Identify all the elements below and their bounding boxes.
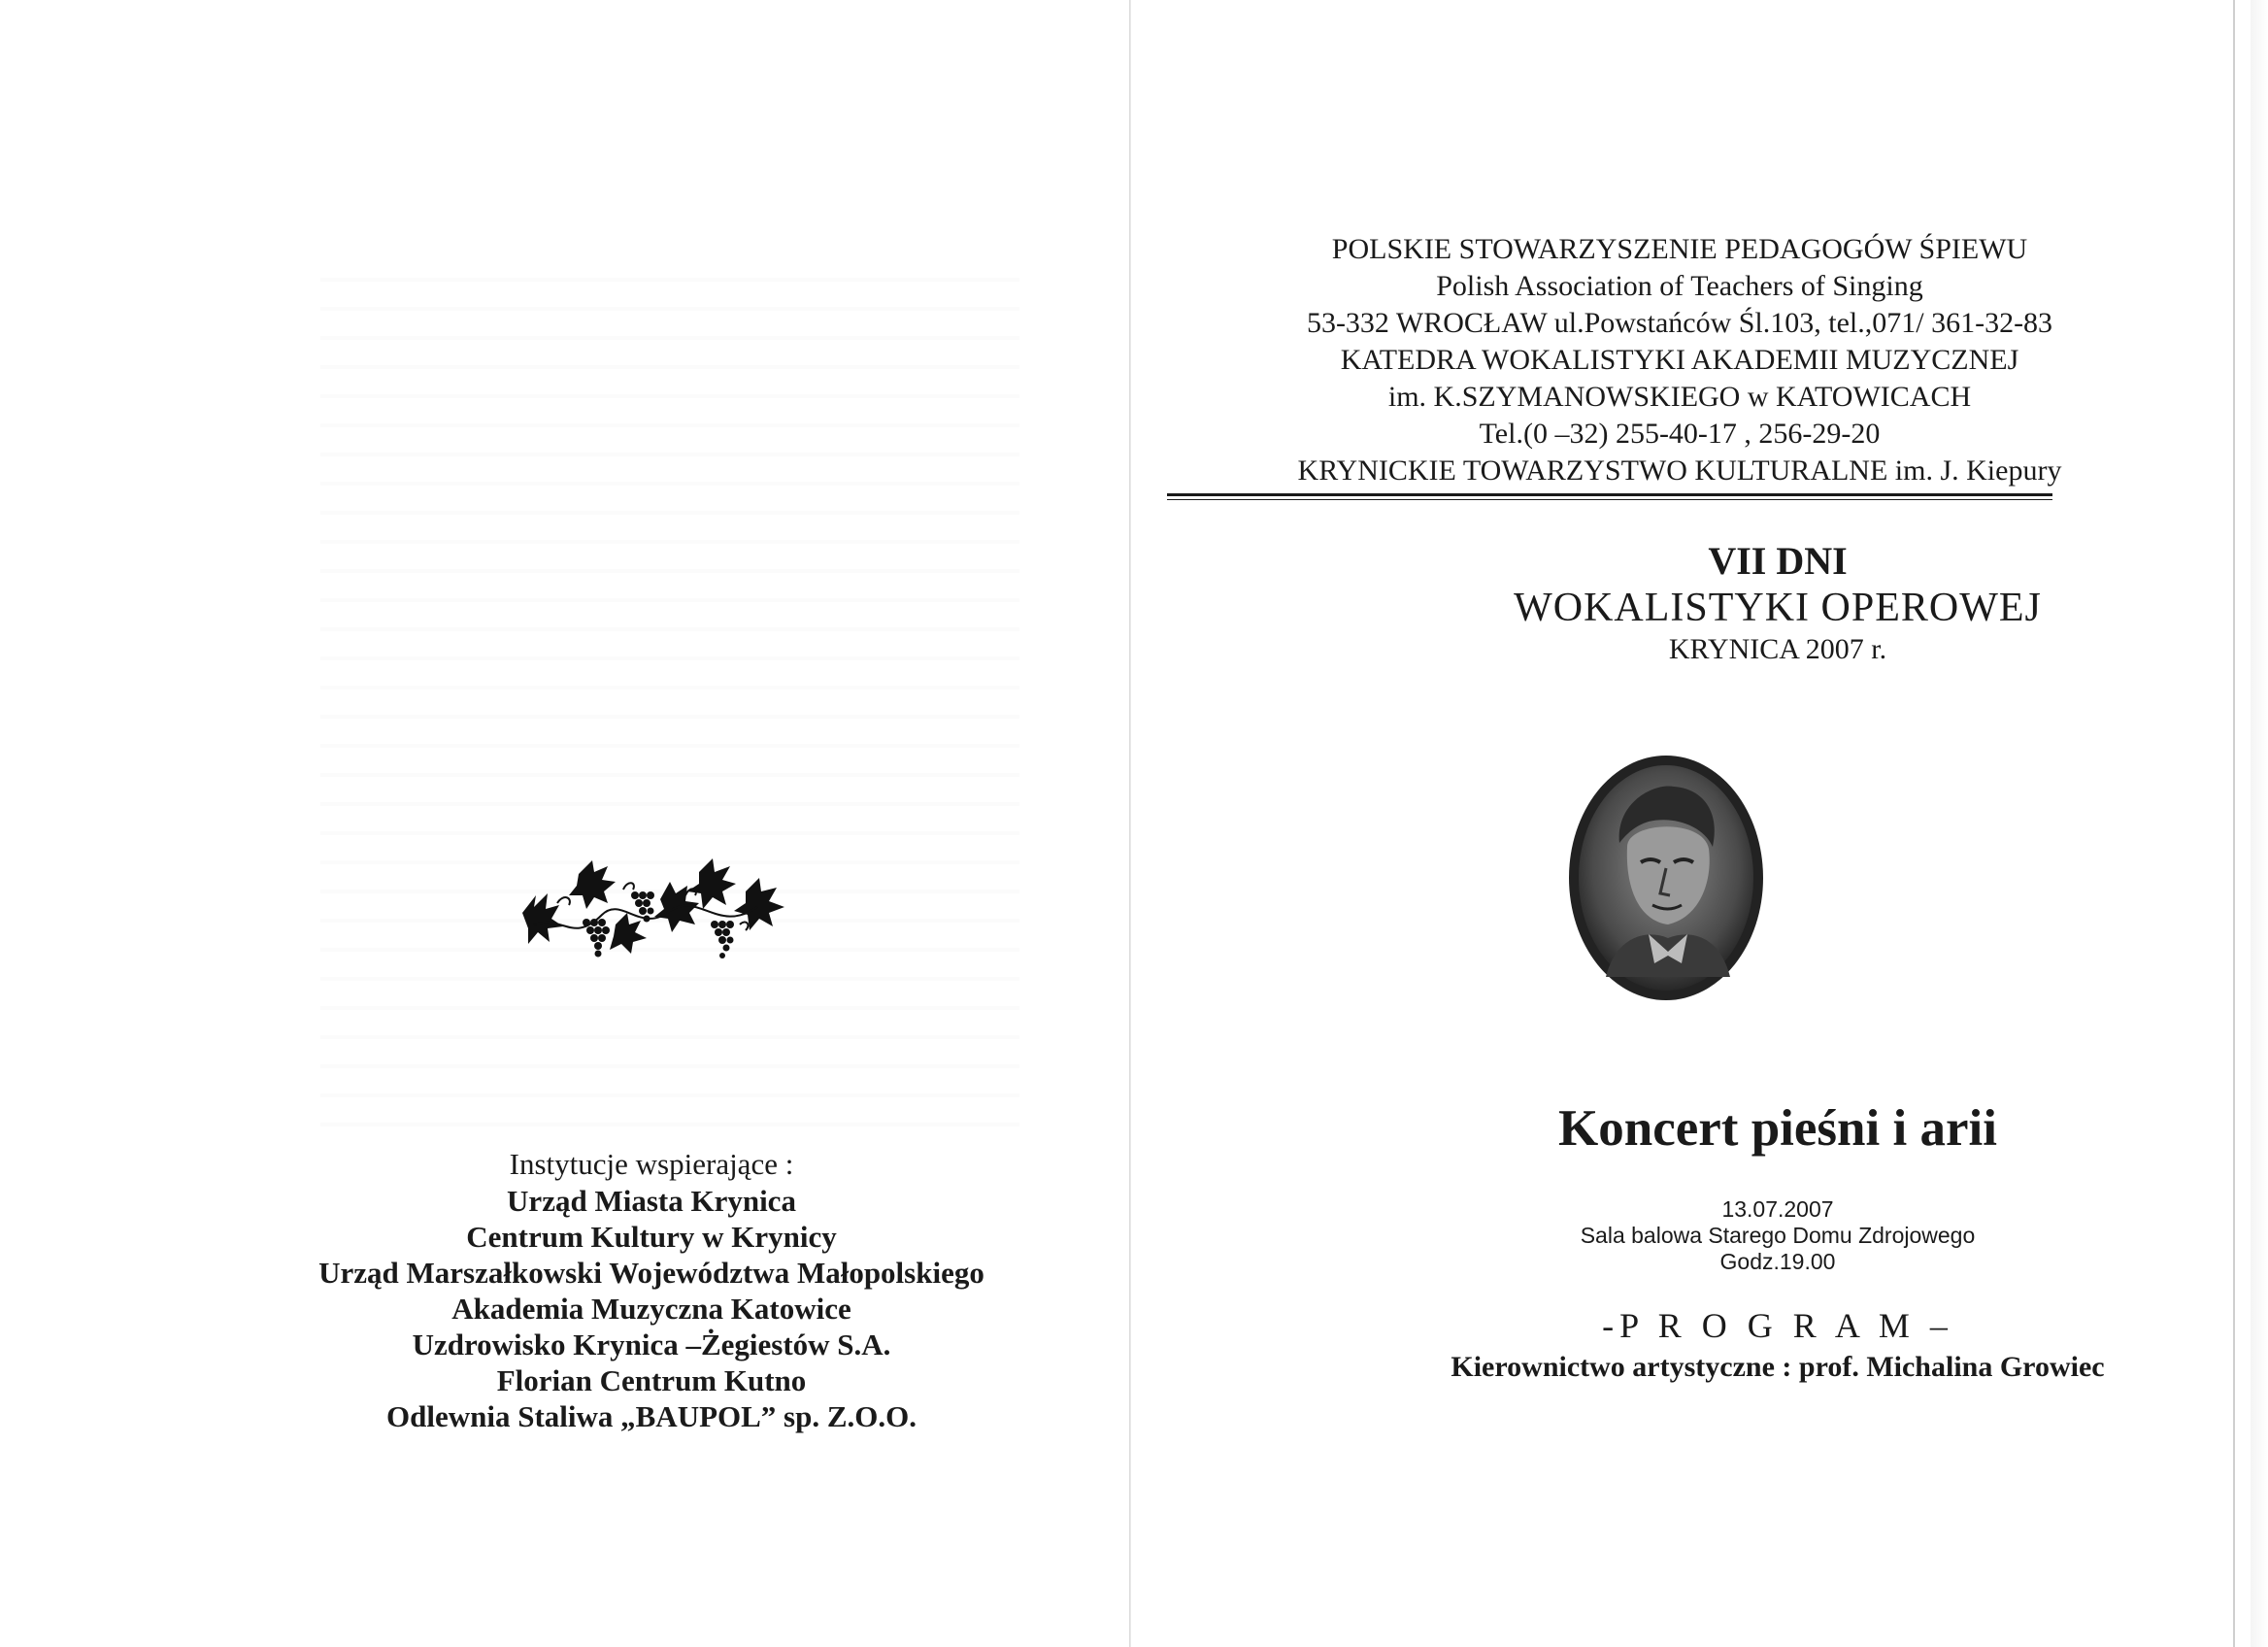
supporting-institutions <box>0 1146 1303 1434</box>
bleed-through-texture <box>320 252 1019 1126</box>
left-page <box>0 0 1128 1647</box>
event-place-year: KRYNICA 2007 r. <box>1668 633 1887 665</box>
supporter-item: Urząd Miasta Krynica <box>507 1184 796 1218</box>
event-title-block <box>1132 539 2268 667</box>
concert-title: Koncert pieśni i arii <box>1558 1100 1997 1157</box>
organizer-line: im. K.SZYMANOWSKIEGO w KATOWICACH <box>1387 381 1972 413</box>
organizer-line: Polish Association of Teachers of Singing <box>1436 270 1923 302</box>
event-edition: VII DNI <box>1708 539 1848 583</box>
concert-venue: Sala balowa Starego Domu Zdrojowego <box>1580 1223 1976 1248</box>
header-rule <box>1167 493 2052 496</box>
supporter-item: Urząd Marszałkowski Województwa Małopolskiego <box>318 1256 984 1290</box>
organizer-line: POLSKIE STOWARZYSZENIE PEDAGOGÓW ŚPIEWU <box>1331 233 2028 265</box>
right-page <box>1132 0 2233 1647</box>
concert-time: Godz.19.00 <box>1719 1249 1836 1274</box>
organizer-line: 53-332 WROCŁAW ul.Powstańców Śl.103, tel.,071/ 361-32-83 <box>1306 307 2053 339</box>
concert-date: 13.07.2007 <box>1721 1196 1834 1222</box>
supporter-item: Akademia Muzyczna Katowice <box>451 1292 851 1326</box>
artistic-direction: Kierownictwo artystyczne : prof. Michalina Growiec <box>1451 1351 2105 1383</box>
supporter-item: Uzdrowisko Krynica –Żegiestów S.A. <box>412 1328 891 1361</box>
concert-details <box>1132 1196 2268 1275</box>
supporter-item: Centrum Kultury w Krynicy <box>466 1220 837 1254</box>
organizer-line: KRYNICKIE TOWARZYSTWO KULTURALNE im. J. Kiepury <box>1297 454 2062 487</box>
center-fold <box>1129 0 1131 1647</box>
organizers-block <box>1167 231 2192 489</box>
supporters-list <box>0 1183 1303 1434</box>
page-edge <box>2233 0 2235 1647</box>
supporter-item: Odlewnia Staliwa „BAUPOL” sp. Z.O.O. <box>385 1399 917 1433</box>
supporters-heading: Instytucje wspierające : <box>509 1147 794 1181</box>
program-heading: -P R O G R A M – <box>1602 1306 1953 1345</box>
portrait-medallion-icon <box>1567 754 1765 1002</box>
header-rule-thin <box>1167 499 2052 500</box>
page-margin <box>2251 0 2268 1647</box>
concert-title-block <box>1132 1097 2268 1160</box>
supporter-item: Florian Centrum Kutno <box>496 1363 807 1397</box>
event-name: WOKALISTYKI OPEROWEJ <box>1514 586 2042 630</box>
organizer-line: KATEDRA WOKALISTYKI AKADEMII MUZYCZNEJ <box>1340 344 2019 376</box>
organizer-line: Tel.(0 –32) 255-40-17 , 256-29-20 <box>1479 418 1881 450</box>
grapevine-ornament-icon <box>515 857 796 983</box>
